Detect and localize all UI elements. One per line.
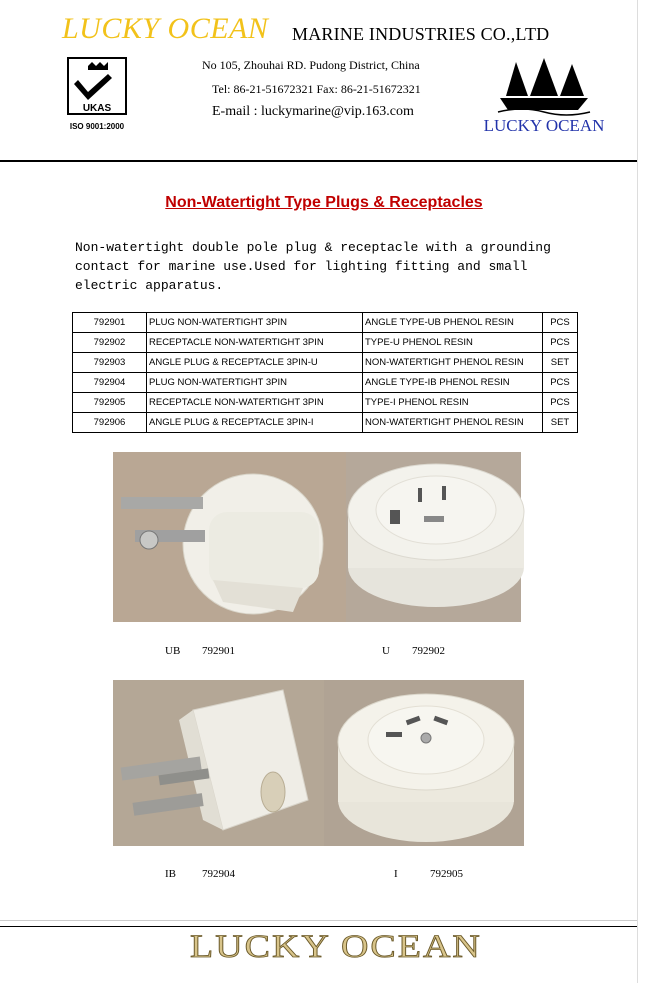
caption-ub-type: UB bbox=[165, 645, 181, 657]
item-type-cell: NON-WATERTIGHT PHENOL RESIN bbox=[363, 353, 543, 373]
company-phone-fax: Tel: 86-21-51672321 Fax: 86-21-51672321 bbox=[212, 82, 421, 96]
item-description-cell: RECEPTACLE NON-WATERTIGHT 3PIN bbox=[147, 333, 363, 353]
ship-logo-text: LUCKY OCEAN bbox=[483, 116, 605, 135]
item-code-cell: 792905 bbox=[73, 393, 147, 413]
item-type-cell: ANGLE TYPE-IB PHENOL RESIN bbox=[363, 373, 543, 393]
caption-u-type: U bbox=[382, 645, 390, 657]
caption-i-code: 792905 bbox=[430, 868, 463, 880]
item-unit-cell: SET bbox=[543, 353, 578, 373]
item-type-cell: TYPE-U PHENOL RESIN bbox=[363, 333, 543, 353]
footer-divider bbox=[0, 926, 638, 927]
ukas-certification-logo bbox=[66, 56, 130, 134]
item-unit-cell: PCS bbox=[543, 393, 578, 413]
item-type-cell: TYPE-I PHENOL RESIN bbox=[363, 393, 543, 413]
product-photo-ib-plug bbox=[113, 680, 324, 846]
item-unit-cell: PCS bbox=[543, 333, 578, 353]
item-code-cell: 792903 bbox=[73, 353, 147, 373]
item-unit-cell: PCS bbox=[543, 313, 578, 333]
caption-i-type: I bbox=[394, 868, 398, 880]
table-row bbox=[73, 313, 578, 333]
product-spec-table bbox=[72, 312, 578, 433]
item-type-cell: NON-WATERTIGHT PHENOL RESIN bbox=[363, 413, 543, 433]
company-email: E-mail : luckymarine@vip.163.com bbox=[212, 104, 414, 119]
item-description-cell: RECEPTACLE NON-WATERTIGHT 3PIN bbox=[147, 393, 363, 413]
footer-divider-light bbox=[0, 920, 638, 921]
page-title: Non-Watertight Type Plugs & Receptacles bbox=[165, 194, 483, 211]
cert-org-label: UKAS bbox=[82, 103, 112, 114]
item-code-cell: 792904 bbox=[73, 373, 147, 393]
item-code-cell: 792901 bbox=[73, 313, 147, 333]
item-type-cell: ANGLE TYPE-UB PHENOL RESIN bbox=[363, 313, 543, 333]
page-edge-line bbox=[637, 0, 638, 983]
caption-ub-code: 792901 bbox=[202, 645, 235, 657]
caption-ib-code: 792904 bbox=[202, 868, 235, 880]
brand-title: LUCKY OCEAN bbox=[62, 12, 269, 45]
item-code-cell: 792902 bbox=[73, 333, 147, 353]
lucky-ocean-ship-logo bbox=[483, 54, 605, 136]
item-description-cell: PLUG NON-WATERTIGHT 3PIN bbox=[147, 373, 363, 393]
product-photo-i-receptacle bbox=[324, 680, 524, 846]
table-row bbox=[73, 333, 578, 353]
table-row bbox=[73, 353, 578, 373]
footer-logo: LUCKY OCEAN bbox=[190, 928, 482, 965]
header-divider bbox=[0, 160, 638, 162]
table-row bbox=[73, 373, 578, 393]
product-photo-ub-plug bbox=[113, 452, 346, 622]
item-description-cell: PLUG NON-WATERTIGHT 3PIN bbox=[147, 313, 363, 333]
product-description: Non-watertight double pole plug & receptacle with a grounding contact for marine use.Used for lighting fitting and small electric apparatus. bbox=[75, 240, 551, 293]
item-code-cell: 792906 bbox=[73, 413, 147, 433]
table-row bbox=[73, 393, 578, 413]
product-photo-u-receptacle bbox=[346, 452, 521, 622]
caption-u-code: 792902 bbox=[412, 645, 445, 657]
caption-ib-type: IB bbox=[165, 868, 176, 880]
item-unit-cell: SET bbox=[543, 413, 578, 433]
item-description-cell: ANGLE PLUG & RECEPTACLE 3PIN-U bbox=[147, 353, 363, 373]
table-row bbox=[73, 413, 578, 433]
item-unit-cell: PCS bbox=[543, 373, 578, 393]
company-address: No 105, Zhouhai RD. Pudong District, China bbox=[202, 58, 420, 72]
company-name: MARINE INDUSTRIES CO.,LTD bbox=[292, 24, 550, 44]
cert-standard-label: ISO 9001:2000 bbox=[69, 122, 125, 131]
item-description-cell: ANGLE PLUG & RECEPTACLE 3PIN-I bbox=[147, 413, 363, 433]
